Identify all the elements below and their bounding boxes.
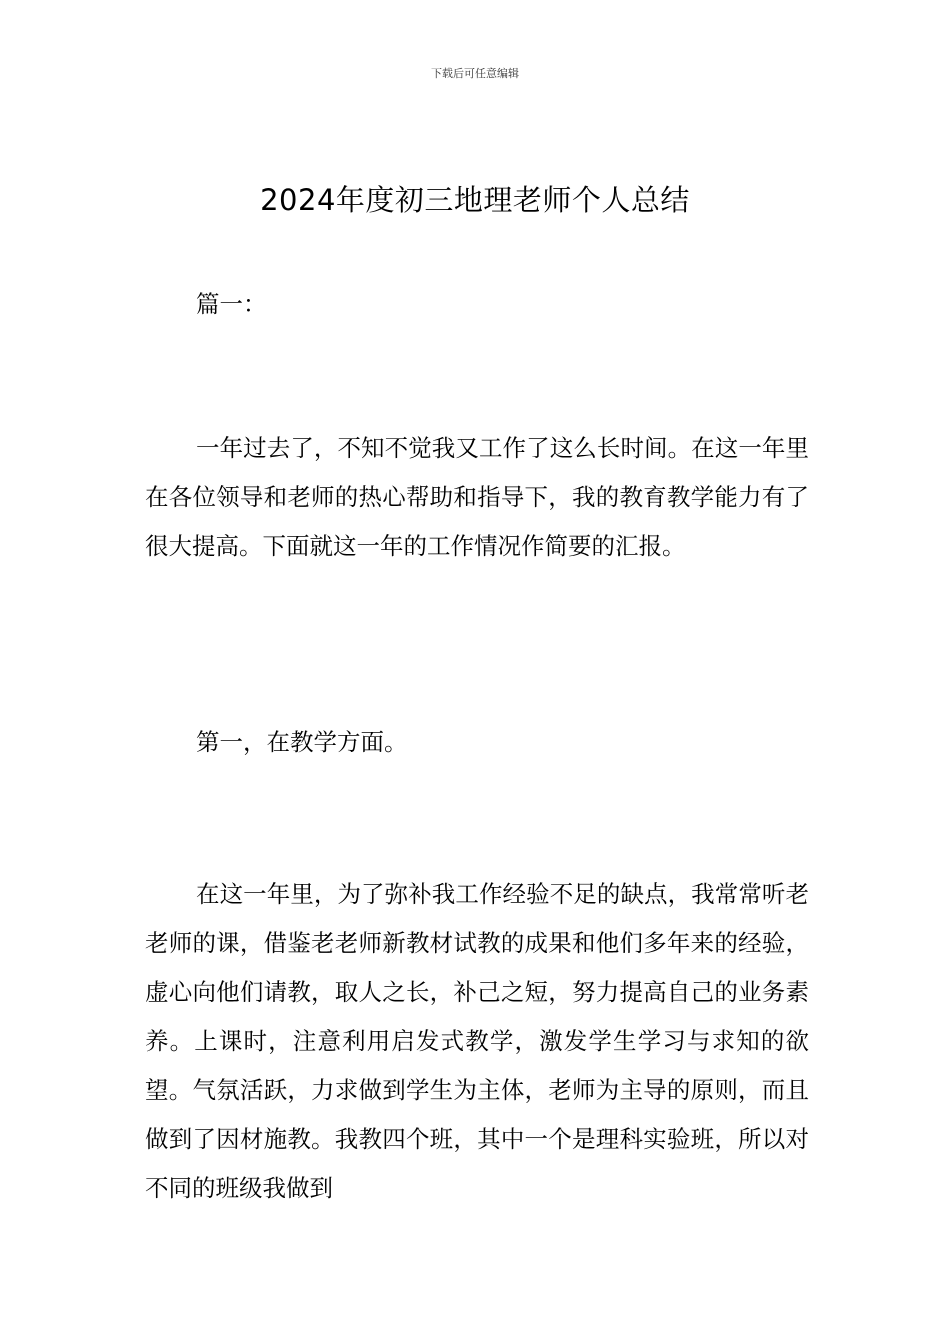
- intro-paragraph: 一年过去了，不知不觉我又工作了这么长时间。在这一年里在各位领导和老师的热心帮助和指导下，我的教育教学能力有了很大提高。下面就这一年的工作情况作简要的汇报。: [145, 434, 809, 560]
- section-label: 篇一：: [196, 290, 267, 318]
- header-note: 下载后可任意编辑: [431, 67, 519, 80]
- teaching-heading: 第一，在教学方面。: [196, 728, 408, 756]
- teaching-paragraph: 在这一年里，为了弥补我工作经验不足的缺点，我常常听老老师的课，借鉴老老师新教材试教的成果和他们多年来的经验，虚心向他们请教，取人之长，补己之短，努力提高自己的业务素养。上课时，注意利用启发式教学，激发学生学习与求知的欲望。气氛活跃，力求做到学生为主体，老师为主导的原则，而且做到了因材施教。我教四个班，其中一个是理科实验班，所以对不同的班级我做到: [145, 880, 809, 1202]
- document-title: 2024年度初三地理老师个人总结: [260, 183, 690, 217]
